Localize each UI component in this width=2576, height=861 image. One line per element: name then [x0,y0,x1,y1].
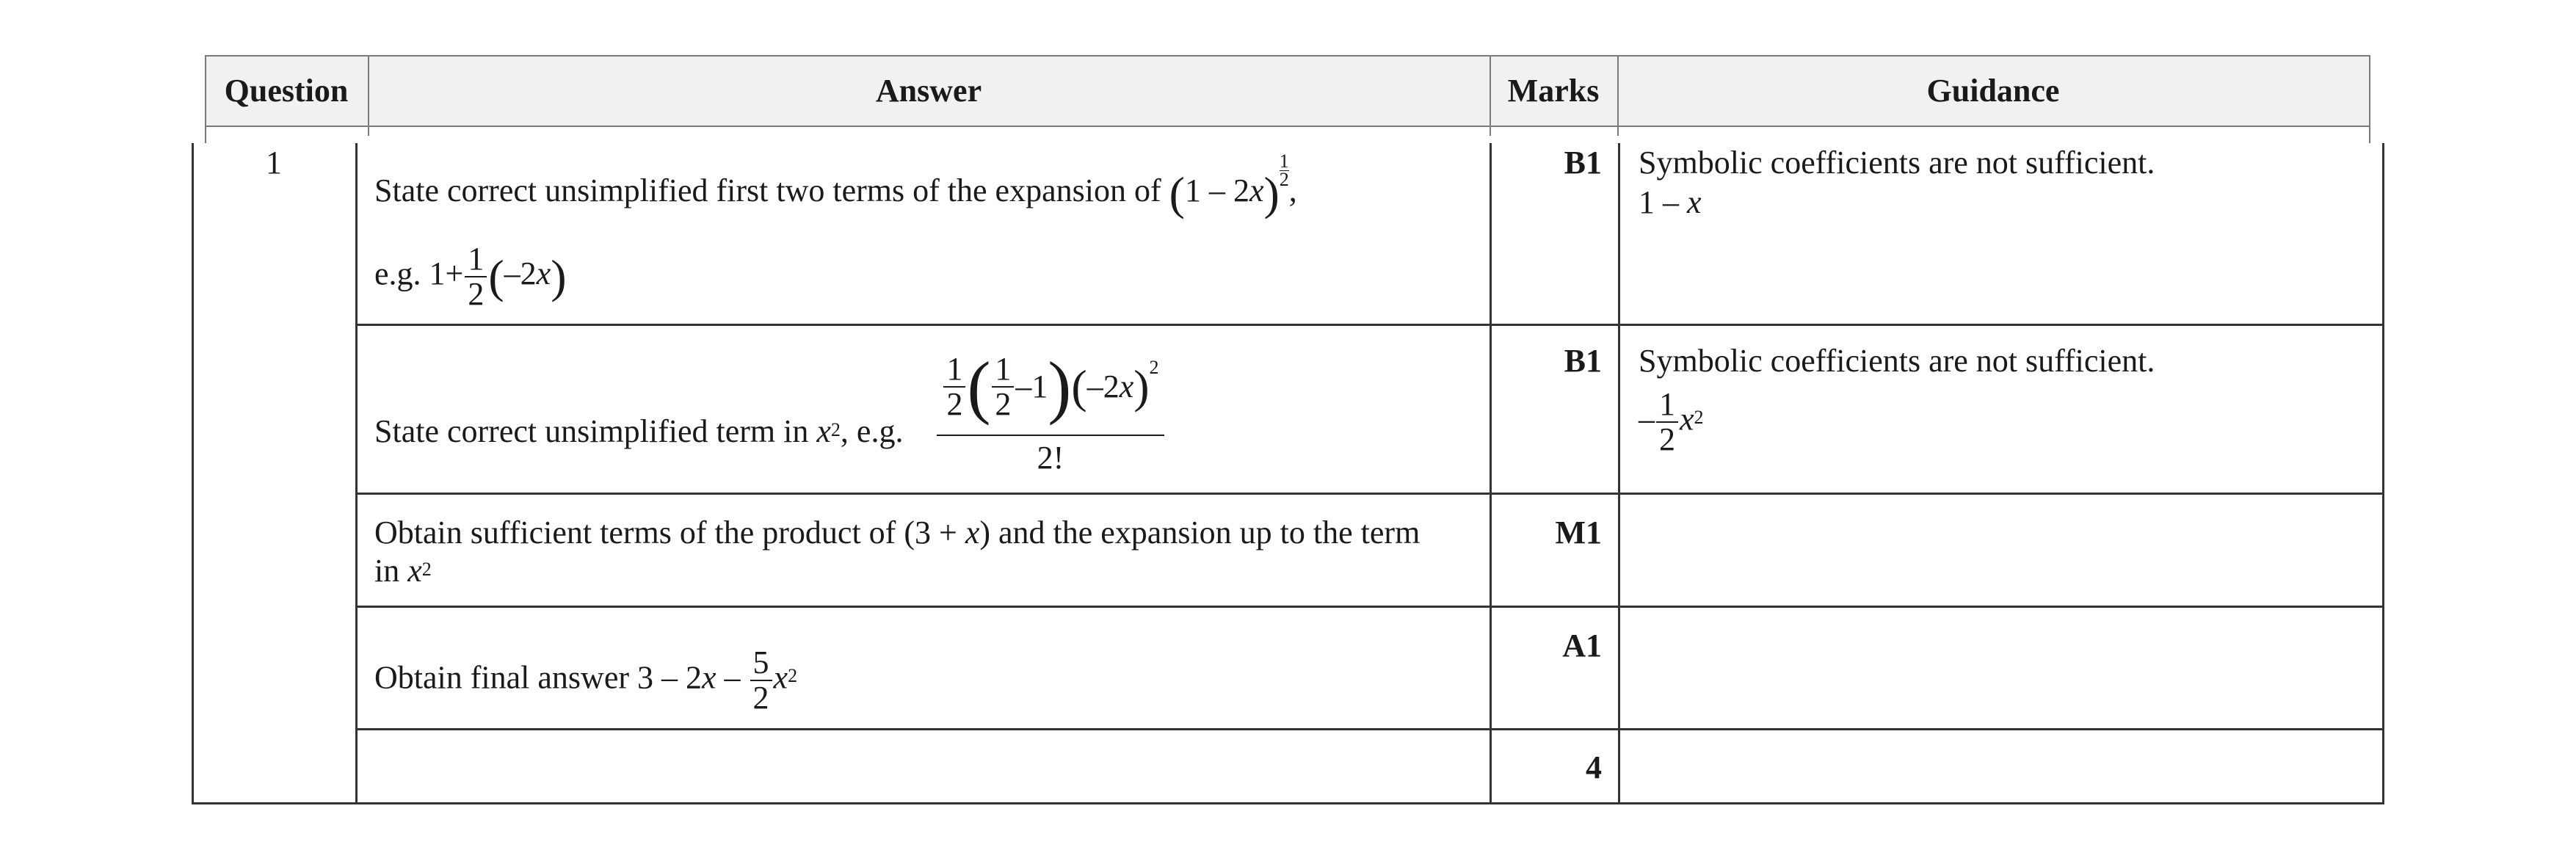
row-divider [355,493,2384,495]
row3-answer-line1: Obtain sufficient terms of the product of (3 + x) and the expansion up to the term [374,515,1421,551]
column-divider [355,143,358,804]
row1-guidance-expr: 1 – x [1639,184,1702,220]
row2-answer-expr: $\frac{1}{2}$ ( $\frac{1}{2}$ –1 ) ( –2 x ) $^2$ 2! [937,339,1164,474]
row-divider [355,728,2384,730]
row1-answer-text: State correct unsimplified first two terms of the expansion of [374,172,1161,209]
row3-answer-line2: in $x^2$ [374,553,432,589]
row2-answer-text: State correct unsimplified term in $x^2$, e.g. [374,413,904,449]
question-number: 1 [266,145,282,181]
row-divider [355,324,2384,326]
row3-mark: M1 [1555,515,1602,551]
header-question: Question [224,73,349,109]
column-divider [1618,143,1620,804]
row2-mark: B1 [1564,343,1602,379]
row1-answer [374,150,1297,219]
table-border-right [2382,143,2384,804]
row2-guidance: Symbolic coefficients are not sufficient. [1639,343,2155,379]
row1-example [374,242,567,311]
row2-guidance-expr: – $\frac{1}{2}$ $x^2$ [1639,386,1704,458]
row1-example-prefix: e.g. [374,255,421,292]
row1-guidance: Symbolic coefficients are not sufficient. [1639,145,2155,181]
total-mark: 4 [1586,749,1602,785]
header-guidance: Guidance [1926,73,2060,109]
header-divider [2369,55,2370,143]
row4-mark: A1 [1562,628,1602,664]
row1-mark: B1 [1564,145,1602,181]
header-answer: Answer [875,73,982,109]
table-border-left [192,143,194,804]
row1-answer-expr: (1 – 2x) $\frac{1}{2}$ , [1169,150,1297,219]
column-divider [1490,143,1492,804]
table-border-bottom [192,802,2384,804]
row-divider [355,606,2384,608]
row1-example-expr: 1+ $\frac{1}{2}$ (–2x) [429,241,567,313]
row4-answer: Obtain final answer 3 – 2x – $\frac{5}{2}$ $x^2$ [374,644,798,716]
header-marks: Marks [1507,73,1600,109]
